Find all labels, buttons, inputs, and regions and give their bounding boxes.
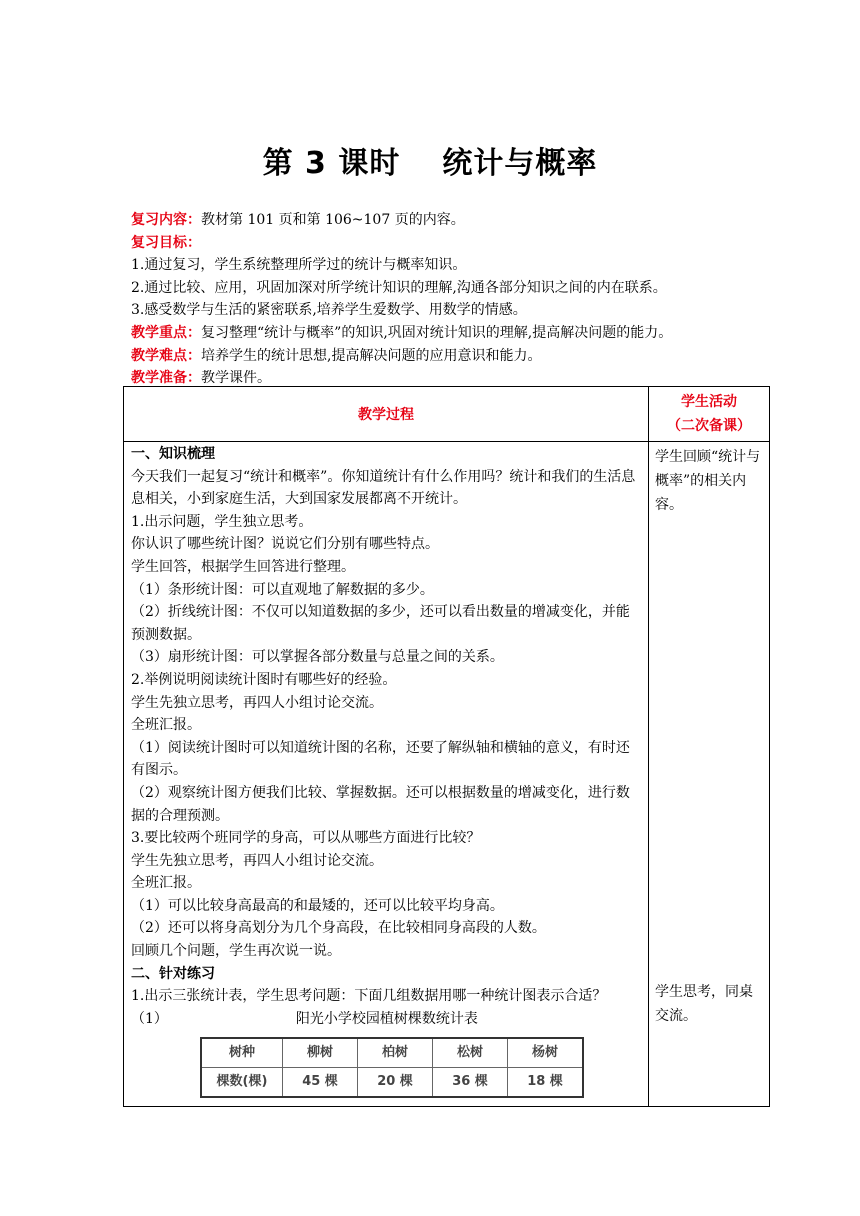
exercise-item-label: （1） bbox=[131, 1010, 168, 1027]
process-line: （2）还可以将身高划分为几个身高段，在比较相同身高段的人数。 bbox=[131, 920, 546, 937]
review-goal-label: 复习目标： bbox=[131, 234, 201, 251]
header-teaching-process bbox=[124, 387, 649, 442]
exercise-caption bbox=[131, 1008, 641, 1031]
tree-table-data-row bbox=[201, 1068, 583, 1098]
teaching-key bbox=[131, 322, 771, 345]
process-line: 2.举例说明阅读统计图时有哪些好的经验。 bbox=[131, 671, 397, 688]
teaching-prep-label: 教学准备： bbox=[131, 370, 201, 387]
goal-item: 3.感受数学与生活的紧密联系,培养学生爱数学、用数学的情感。 bbox=[131, 302, 527, 319]
process-line: （1）条形统计图：可以直观地了解数据的多少。 bbox=[131, 581, 434, 598]
process-line: 全班汇报。 bbox=[131, 875, 201, 892]
section-title: 一、知识梳理 bbox=[131, 446, 215, 462]
activity-note: 学生回顾“统计与概率”的相关内容。 bbox=[655, 449, 761, 513]
page-title bbox=[0, 138, 860, 182]
process-line: （1）可以比较身高最高的和最矮的，还可以比较平均身高。 bbox=[131, 897, 504, 914]
header-student-activity bbox=[649, 387, 770, 442]
process-line: 学生先独立思考，再四人小组讨论交流。 bbox=[131, 852, 383, 869]
teaching-process-cell bbox=[124, 442, 649, 1107]
header-student-activity-line1: 学生活动 bbox=[681, 394, 737, 410]
review-content bbox=[131, 209, 771, 232]
process-line: 1.出示问题，学生独立思考。 bbox=[131, 513, 313, 530]
tree-table-cell: 树种 bbox=[201, 1038, 283, 1068]
tree-table-cell: 45 棵 bbox=[283, 1068, 358, 1098]
teaching-difficulty-label: 教学难点： bbox=[131, 347, 201, 364]
teaching-prep-text: 教学课件。 bbox=[201, 370, 271, 387]
teaching-difficulty bbox=[131, 345, 771, 368]
process-line: 3.要比较两个班同学的身高，可以从哪些方面进行比较？ bbox=[131, 830, 481, 847]
tree-table-header-row bbox=[201, 1038, 583, 1068]
title-topic: 统计与概率 bbox=[442, 146, 598, 181]
tree-table-cell: 柏树 bbox=[358, 1038, 433, 1068]
process-line: 学生回答，根据学生回答进行整理。 bbox=[131, 558, 355, 575]
header-teaching-process-label: 教学过程 bbox=[358, 407, 414, 423]
teaching-key-label: 教学重点： bbox=[131, 324, 201, 341]
process-line: （3）扇形统计图：可以掌握各部分数量与总量之间的关系。 bbox=[131, 649, 504, 666]
process-line: （2）折线统计图：不仅可以知道数据的多少，还可以看出数量的增减变化，并能预测数据。 bbox=[131, 604, 630, 643]
activity-note: 学生思考，同桌交流。 bbox=[655, 984, 753, 1024]
review-goal bbox=[131, 232, 771, 255]
process-line: （1）阅读统计图时可以知道统计图的名称，还要了解纵轴和横轴的意义，有时还有图示。 bbox=[131, 739, 630, 779]
header-student-activity-line2: （二次备课） bbox=[667, 418, 751, 434]
process-line: 1.出示三张统计表，学生思考问题：下面几组数据用哪一种统计图表示合适？ bbox=[131, 988, 607, 1005]
lesson-table bbox=[123, 386, 770, 1107]
title-lesson: 第 3 课时 bbox=[262, 146, 401, 181]
tree-table-cell: 杨树 bbox=[508, 1038, 584, 1068]
process-line: 今天我们一起复习“统计和概率”。你知道统计有什么作用吗？统计和我们的生活息息相关，小到家庭生活，大到国家发展都离不开统计。 bbox=[131, 468, 636, 508]
lesson-table-body bbox=[124, 442, 770, 1107]
tree-table-cell: 松树 bbox=[433, 1038, 508, 1068]
tree-table-cell: 20 棵 bbox=[358, 1068, 433, 1098]
student-activity-cell bbox=[649, 442, 770, 1107]
goal-item: 1.通过复习，学生系统整理所学过的统计与概率知识。 bbox=[131, 257, 467, 274]
teaching-key-text: 复习整理“统计与概率”的知识,巩固对统计知识的理解,提高解决问题的能力。 bbox=[201, 324, 673, 341]
lesson-table-header bbox=[124, 387, 770, 442]
process-line: 回顾几个问题，学生再次说一说。 bbox=[131, 943, 341, 960]
review-content-label: 复习内容： bbox=[131, 212, 201, 228]
tree-table-cell: 柳树 bbox=[283, 1038, 358, 1068]
intro-section bbox=[131, 209, 771, 390]
tree-table-cell: 18 棵 bbox=[508, 1068, 584, 1098]
process-line: 你认识了哪些统计图？说说它们分别有哪些特点。 bbox=[131, 536, 439, 553]
process-line: （2）观察统计图方便我们比较、掌握数据。还可以根据数量的增减变化，进行数据的合理预测。 bbox=[131, 784, 630, 824]
section-title: 二、针对练习 bbox=[131, 965, 215, 982]
review-content-text: 教材第 101 页和第 106~107 页的内容。 bbox=[201, 212, 465, 228]
tree-table-cell: 棵数(棵) bbox=[201, 1068, 283, 1098]
process-line: 学生先独立思考，再四人小组讨论交流。 bbox=[131, 694, 383, 711]
goal-item: 2.通过比较、应用，巩固加深对所学统计知识的理解,沟通各部分知识之间的内在联系。 bbox=[131, 279, 667, 296]
tree-table-title: 阳光小学校园植树棵数统计表 bbox=[295, 1010, 478, 1027]
tree-count-table bbox=[200, 1037, 584, 1098]
teaching-difficulty-text: 培养学生的统计思想,提高解决问题的应用意识和能力。 bbox=[201, 347, 542, 364]
tree-table-cell: 36 棵 bbox=[433, 1068, 508, 1098]
process-line: 全班汇报。 bbox=[131, 717, 201, 734]
